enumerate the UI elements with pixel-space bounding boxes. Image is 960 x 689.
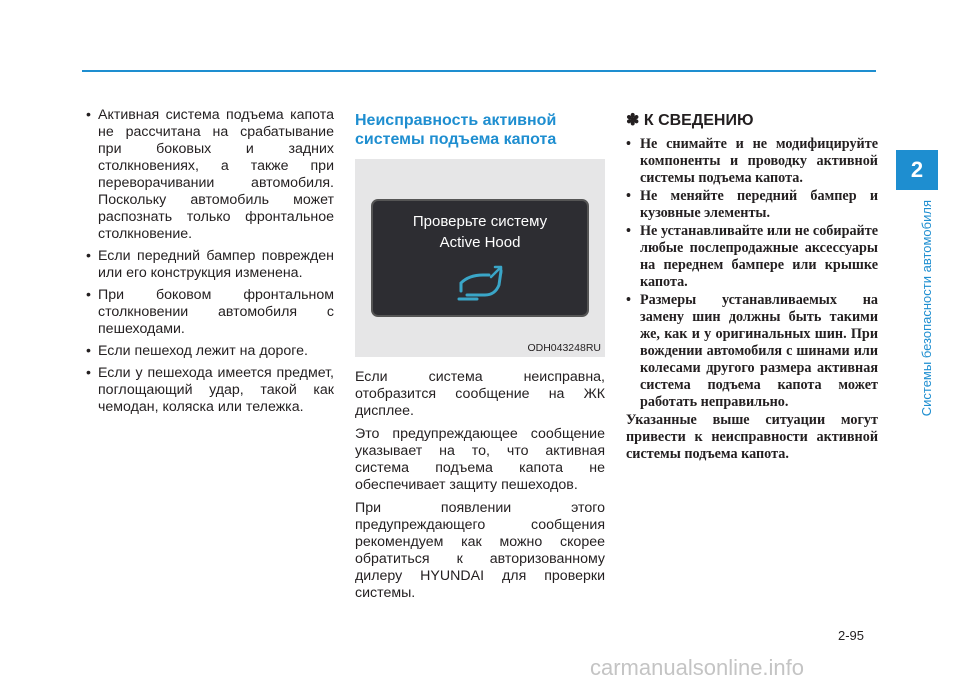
top-rule xyxy=(82,70,876,72)
chapter-title: Системы безопасности автомобиля xyxy=(919,200,934,417)
list-item: • При боковом фронтальном столкновении автомобиля с пешеходами. xyxy=(82,287,334,338)
list-item: • Активная система подъема капота не рассчитана на срабатывание при боковых и задних столкновениях, а также при переворачивании автомобиля. Поскольку автомобиль может распознать только фронтальное столкновение. xyxy=(82,107,334,243)
list-item: • Не меняйте передний бампер и кузовные элементы. xyxy=(626,188,878,222)
warning-figure xyxy=(355,159,605,357)
column-middle xyxy=(355,111,605,608)
section-heading: Неисправность активной системы подъема капота xyxy=(355,112,557,148)
lcd-message-line2: Active Hood xyxy=(439,234,521,251)
chapter-tab xyxy=(896,150,938,190)
info-title: ✽ К СВЕДЕНИЮ xyxy=(626,112,754,129)
column-right xyxy=(626,111,878,463)
list-item: • Не устанавливайте или не собирайте любые послепродажные аксессуары на переднем бампере или крышке капота. xyxy=(626,223,878,291)
column-left xyxy=(82,107,334,421)
list-item: • Если пешеход лежит на дороге. xyxy=(82,343,334,360)
lcd-display xyxy=(371,199,589,317)
list-item: • Не снимайте и не модифицируйте компоненты и проводку активной системы подъема капота. xyxy=(626,136,878,187)
list-item: • Если у пешехода имеется предмет, поглощающий удар, такой как чемодан, коляска или тележка. xyxy=(82,365,334,416)
list-item: • Если передний бампер поврежден или его конструкция изменена. xyxy=(82,248,334,282)
paragraph: Если система неисправна, отобразится сообщение на ЖК дисплее. xyxy=(355,369,605,419)
chapter-number: 2 xyxy=(910,157,924,182)
info-list xyxy=(626,136,878,411)
limitations-list xyxy=(82,107,334,416)
info-closing: Указанные выше ситуации могут привести к неисправности активной системы подъема капота. xyxy=(626,412,878,462)
paragraph: При появлении этого предупреждающего сообщения рекомендуем как можно скорее обратиться к авторизованному дилеру HYUNDAI для проверки системы. xyxy=(355,500,605,601)
watermark: carmanualsonline.info xyxy=(590,655,805,680)
paragraph: Это предупреждающее сообщение указывает на то, что активная система подъема капота не обеспечивает защиту пешеходов. xyxy=(355,426,605,493)
lcd-message-line1: Проверьте систему xyxy=(412,213,548,230)
page-number: 2-95 xyxy=(838,628,865,643)
active-hood-icon xyxy=(455,263,511,303)
figure-code: ODH043248RU xyxy=(527,342,601,354)
list-item: • Размеры устанавливаемых на замену шин должны быть такими же, как и у оригинальных шин. При вождении автомобиля с шинами или колесами другого размера активная система подъема капота может работать неправильно. xyxy=(626,292,878,411)
